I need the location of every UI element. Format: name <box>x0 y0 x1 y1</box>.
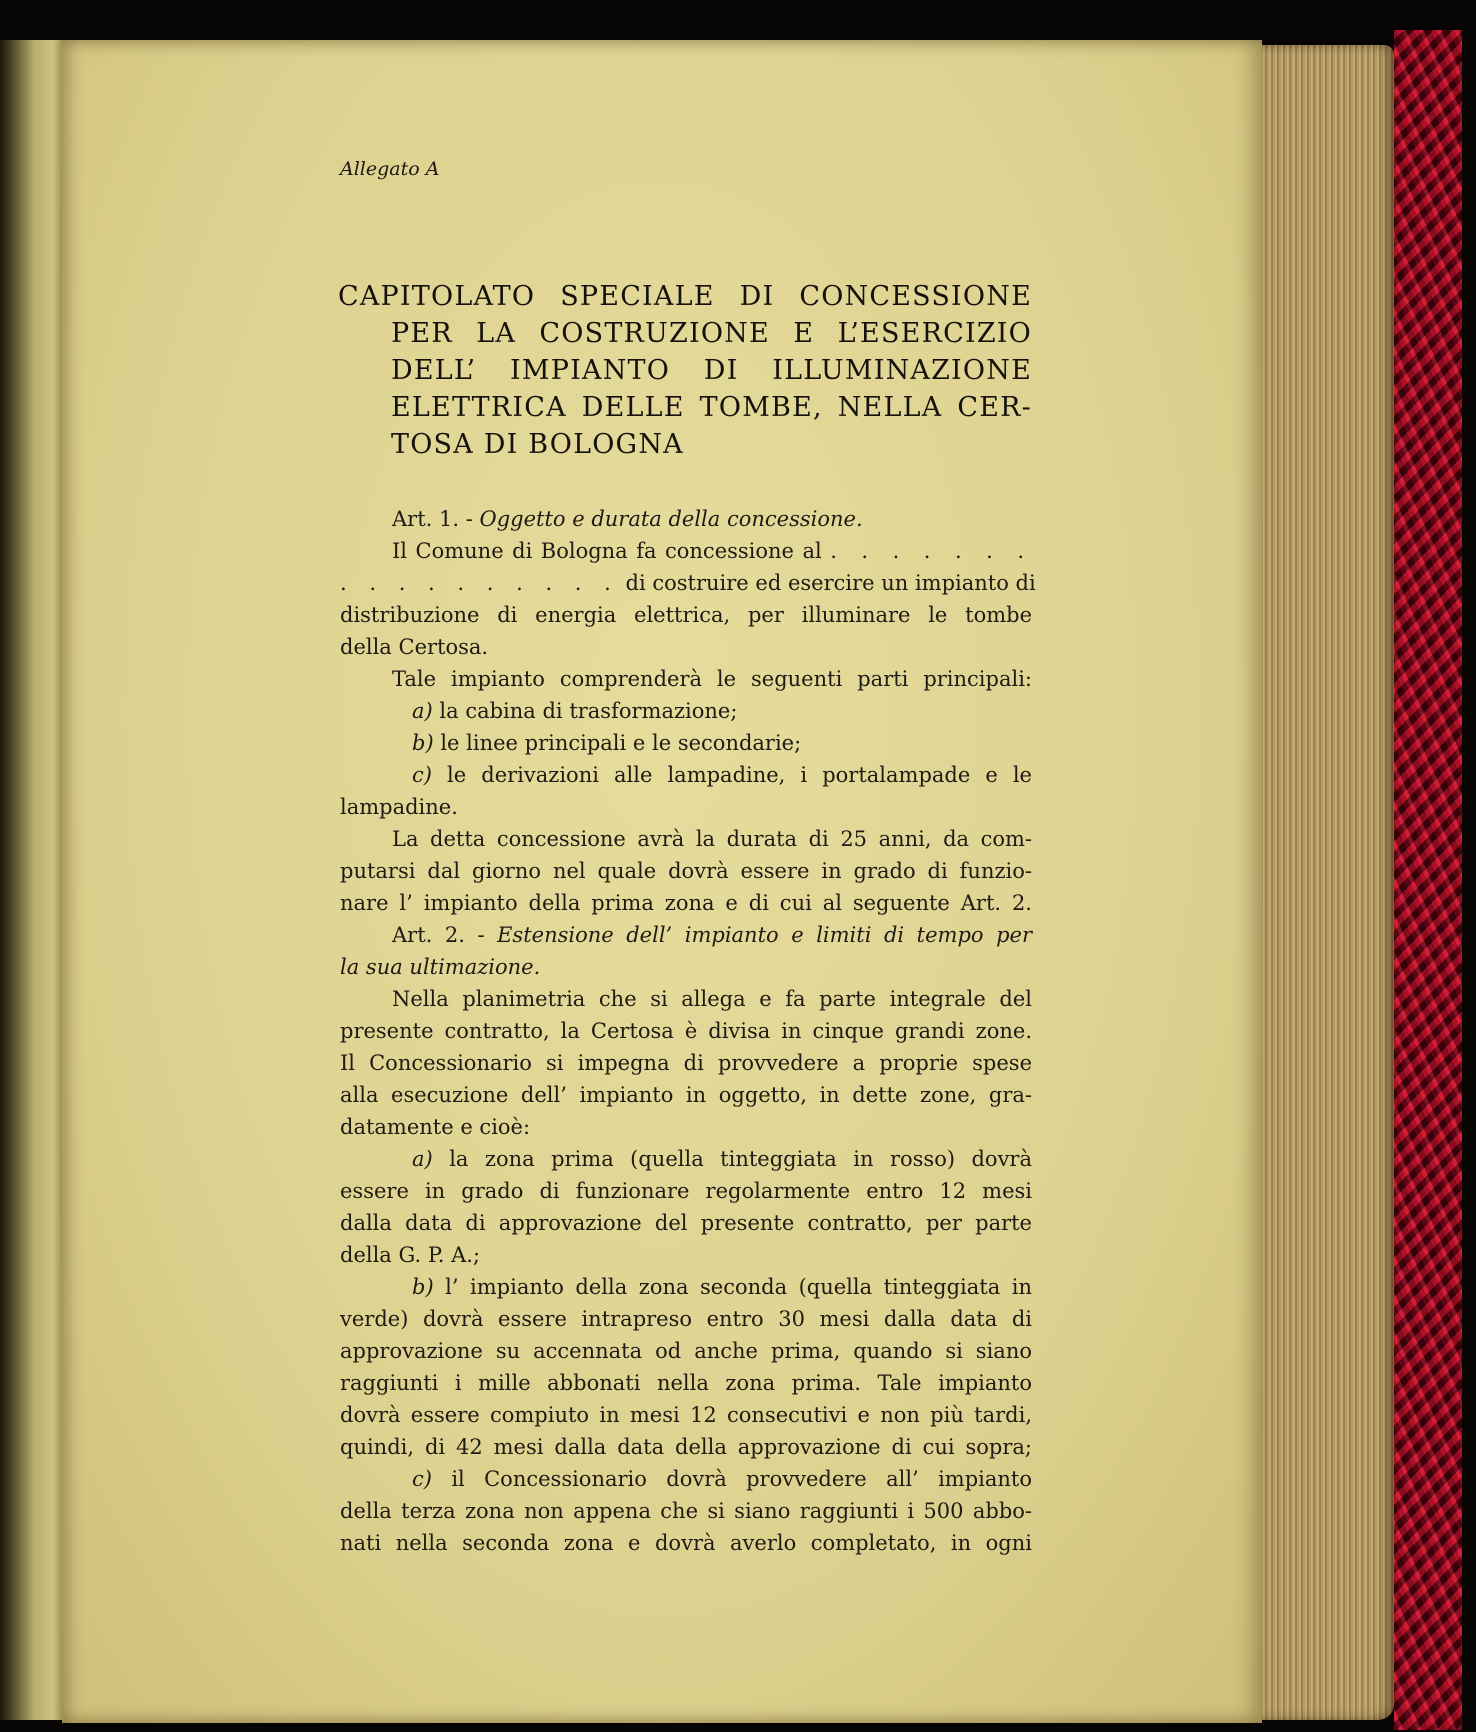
title-line: TOSA DI BOLOGNA <box>391 429 684 460</box>
page-block-edge <box>1262 45 1394 1720</box>
list-item: b) le linee principali e le secondarie; <box>412 731 802 755</box>
body-text <box>340 503 1036 1559</box>
text-line: lampadine. <box>340 795 458 819</box>
document-title <box>338 278 1032 463</box>
text-line: nati nella seconda zona e dovrà averlo completato, in ogni <box>340 1531 1032 1555</box>
text-line: distribuzione di energia elettrica, per illuminare le tombe <box>340 603 1032 627</box>
text-line: datamente e cioè: <box>340 1115 531 1139</box>
text-line: della Certosa. <box>340 635 489 659</box>
text-line: dalla data di approvazione del presente contratto, per parte <box>340 1211 1032 1235</box>
page-header: Allegato A <box>340 158 440 180</box>
left-page-edge <box>0 40 62 1720</box>
text-line: Il Comune di Bologna fa concessione al . . . . . . . <box>392 539 1032 563</box>
text-line: raggiunti i mille abbonati nella zona prima. Tale impianto <box>340 1371 1032 1395</box>
text-line: presente contratto, la Certosa è divisa in cinque grandi zone. <box>340 1019 1032 1043</box>
text-line: approvazione su accennata od anche prima, quando si siano <box>340 1339 1032 1363</box>
list-item: c) il Concessionario dovrà provvedere all’ impianto <box>412 1467 1032 1491</box>
text-line: quindi, di 42 mesi dalla data della approvazione di cui sopra; <box>340 1435 1032 1459</box>
title-line: CAPITOLATO SPECIALE DI CONCESSIONE <box>338 281 1032 312</box>
article-2-heading: Art. 2. - Estensione dell’ impianto e limiti di tempo per <box>392 923 1032 947</box>
text-line: alla esecuzione dell’ impianto in oggetto, in dette zone, gra- <box>340 1083 1032 1107</box>
text-line: verde) dovrà essere intrapreso entro 30 mesi dalla data di <box>340 1307 1032 1331</box>
title-line: ELETTRICA DELLE TOMBE, NELLA CER- <box>391 392 1032 423</box>
text-line: della terza zona non appena che si siano raggiunti i 500 abbo- <box>340 1499 1032 1523</box>
text-line: La detta concessione avrà la durata di 25 anni, da com- <box>392 827 1032 851</box>
marbled-cover <box>1394 30 1462 1730</box>
title-line: PER LA COSTRUZIONE E L’ESERCIZIO <box>391 318 1032 349</box>
list-item: a) la zona prima (quella tinteggiata in rosso) dovrà <box>412 1147 1032 1171</box>
text-line: Nella planimetria che si allega e fa parte integrale del <box>392 987 1032 1011</box>
text-line: putarsi dal giorno nel quale dovrà essere in grado di funzio- <box>340 859 1032 883</box>
article-2-heading-cont: la sua ultimazione. <box>340 955 541 979</box>
text-line: della G. P. A.; <box>340 1243 481 1267</box>
list-item: c) le derivazioni alle lampadine, i portalampade e le <box>412 763 1032 787</box>
text-line: essere in grado di funzionare regolarmente entro 12 mesi <box>340 1179 1032 1203</box>
text-line: Il Concessionario si impegna di provvedere a proprie spese <box>340 1051 1032 1075</box>
text-line: Tale impianto comprenderà le seguenti parti principali: <box>392 667 1032 691</box>
list-item: a) la cabina di trasformazione; <box>412 699 738 723</box>
title-line: DELL’ IMPIANTO DI ILLUMINAZIONE <box>391 355 1032 386</box>
list-item: b) l’ impianto della zona seconda (quella tinteggiata in <box>412 1275 1032 1299</box>
article-1-heading: Art. 1. - Oggetto e durata della concessione. <box>392 507 863 531</box>
text-line: nare l’ impianto della prima zona e di cui al seguente Art. 2. <box>340 891 1032 915</box>
text-line: dovrà essere compiuto in mesi 12 consecutivi e non più tardi, <box>340 1403 1032 1427</box>
text-line: . . . . . . . . . . di costruire ed esercire un impianto di <box>340 571 1036 595</box>
